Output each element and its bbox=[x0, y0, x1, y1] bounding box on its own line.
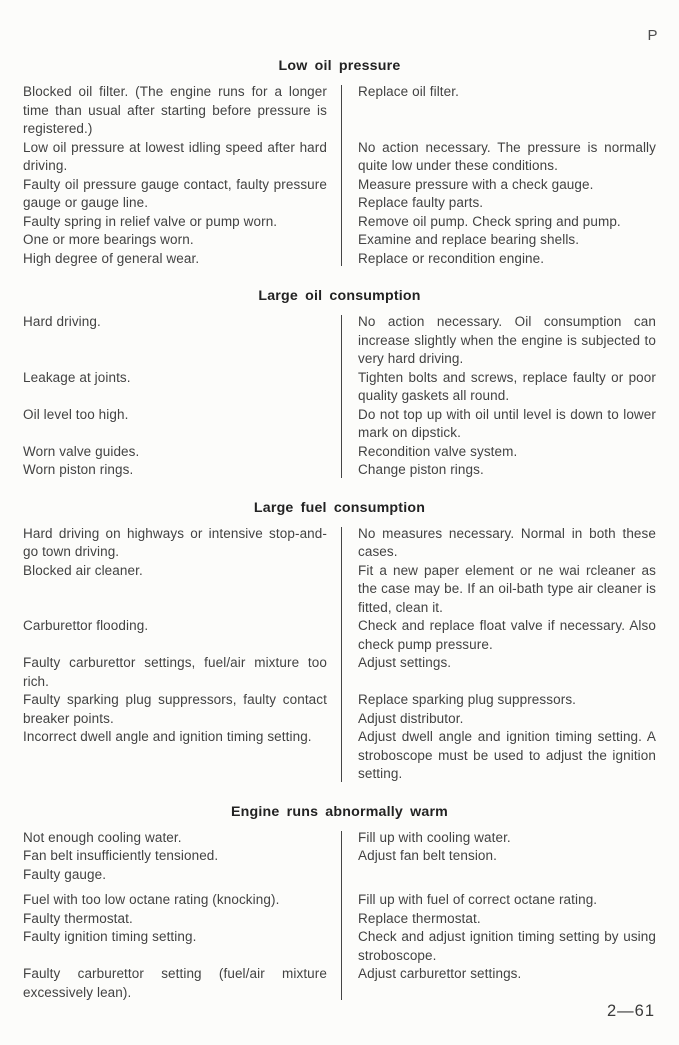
troubleshooting-section bbox=[23, 288, 656, 480]
symptom-text: Faulty sparking plug suppressors, faulty contact breaker points. bbox=[23, 692, 327, 726]
table-row bbox=[23, 443, 656, 462]
remedy-text: Replace faulty parts. bbox=[358, 195, 484, 210]
table-row bbox=[23, 83, 656, 139]
symptom-text: Faulty carburettor setting (fuel/air mixture excessively lean). bbox=[23, 966, 327, 1000]
remedy-text: Fit a new paper element or ne wai rcleaner as the case may be. If an oil-bath type air cleaner is fitted, clean it. bbox=[358, 562, 656, 615]
section-letter: P bbox=[647, 27, 658, 44]
remedy-cell bbox=[341, 369, 656, 406]
table-row bbox=[23, 213, 656, 232]
table-row bbox=[23, 910, 656, 929]
remedy-text: Recondition valve system. bbox=[358, 443, 518, 459]
remedy-text: Do not top up with oil until level is down to lower mark on dipstick. bbox=[358, 406, 656, 440]
symptom-text: Faulty spring in relief valve or pump worn. bbox=[23, 213, 278, 229]
remedy-cell bbox=[341, 617, 656, 654]
symptom-cell bbox=[23, 461, 341, 480]
table-row bbox=[23, 847, 656, 866]
remedy-cell bbox=[341, 406, 656, 443]
remedy-cell bbox=[341, 562, 656, 618]
table-row bbox=[23, 562, 656, 618]
remedy-text: No action necessary. Oil consumption can increase slightly when the engine is subjected to very hard driving. bbox=[358, 314, 656, 366]
symptom-remedy-table bbox=[23, 525, 656, 784]
table-row bbox=[23, 525, 656, 562]
remedy-cell bbox=[341, 728, 656, 784]
symptom-remedy-table bbox=[23, 313, 656, 480]
table-row bbox=[23, 176, 656, 213]
remedy-text: Tighten bolts and screws, replace faulty or poor quality gaskets all round. bbox=[358, 369, 656, 403]
remedy-text: Replace sparking plug suppressors. bbox=[358, 692, 577, 707]
symptom-cell bbox=[23, 406, 341, 425]
remedy-cell bbox=[341, 231, 656, 250]
symptom-cell bbox=[23, 928, 341, 947]
symptom-cell bbox=[23, 369, 341, 388]
remedy-cell bbox=[341, 829, 656, 848]
symptom-cell bbox=[23, 443, 341, 462]
remedy-text: Check and adjust ignition timing setting by using stroboscope. bbox=[358, 929, 656, 963]
table-row bbox=[23, 866, 656, 885]
symptom-text: Oil level too high. bbox=[23, 406, 129, 422]
remedy-text: Change piston rings. bbox=[358, 462, 484, 477]
symptom-cell bbox=[23, 525, 341, 562]
remedy-cell bbox=[341, 443, 656, 462]
symptom-text: Faulty carburettor settings, fuel/air mixture too rich. bbox=[23, 655, 327, 689]
symptom-text: One or more bearings worn. bbox=[23, 232, 194, 247]
remedy-text: Adjust fan belt tension. bbox=[358, 848, 497, 863]
remedy-cell bbox=[341, 525, 656, 562]
symptom-cell bbox=[23, 250, 341, 269]
remedy-text: Adjust settings. bbox=[358, 655, 452, 670]
table-row bbox=[23, 461, 656, 480]
table-row bbox=[23, 313, 656, 369]
troubleshooting-content bbox=[23, 58, 656, 1002]
symptom-text: Faulty oil pressure gauge contact, faulty pressure gauge or gauge line. bbox=[23, 176, 327, 210]
symptom-text: Worn valve guides. bbox=[23, 443, 140, 459]
symptom-cell bbox=[23, 691, 341, 728]
section-title: Large fuel consumption bbox=[253, 499, 426, 516]
symptom-cell bbox=[23, 654, 341, 691]
section-title: Low oil pressure bbox=[278, 58, 401, 74]
remedy-text: Adjust carburettor settings. bbox=[358, 966, 522, 981]
table-row bbox=[23, 231, 656, 250]
symptom-text: High degree of general wear. bbox=[23, 250, 200, 266]
table-row bbox=[23, 691, 656, 728]
table-row bbox=[23, 829, 656, 848]
symptom-text: Leakage at joints. bbox=[23, 369, 131, 385]
symptom-text: Not enough cooling water. bbox=[23, 829, 182, 845]
remedy-cell bbox=[341, 250, 656, 269]
remedy-text: Fill up with fuel of correct octane rating. bbox=[358, 892, 598, 907]
remedy-cell bbox=[341, 910, 656, 929]
remedy-text: Adjust dwell angle and ignition timing setting. A stroboscope must be used to adjust the ignition setting. bbox=[358, 729, 656, 781]
symptom-cell bbox=[23, 866, 341, 885]
symptom-text: Hard driving. bbox=[23, 314, 101, 329]
symptom-text: Fuel with too low octane rating (knocking). bbox=[23, 892, 280, 907]
section-title: Large oil consumption bbox=[258, 288, 421, 304]
remedy-text: Remove oil pump. Check spring and pump. bbox=[358, 213, 621, 229]
symptom-cell bbox=[23, 139, 341, 176]
remedy-text: Check and replace float valve if necessary. Also check pump pressure. bbox=[358, 618, 656, 652]
remedy-cell bbox=[341, 83, 656, 102]
remedy-cell bbox=[341, 139, 656, 176]
symptom-cell bbox=[23, 910, 341, 929]
remedy-text: Measure pressure with a check gauge. bbox=[358, 176, 594, 192]
symptom-cell bbox=[23, 965, 341, 1002]
symptom-text: Faulty ignition timing setting. bbox=[23, 929, 197, 944]
remedy-text: Fill up with cooling water. bbox=[358, 829, 511, 845]
table-row bbox=[23, 617, 656, 654]
symptom-cell bbox=[23, 728, 341, 747]
remedy-cell bbox=[341, 213, 656, 232]
symptom-cell bbox=[23, 891, 341, 910]
symptom-cell bbox=[23, 313, 341, 332]
remedy-cell bbox=[341, 654, 656, 673]
table-row bbox=[23, 654, 656, 691]
symptom-cell bbox=[23, 617, 341, 636]
symptom-cell bbox=[23, 176, 341, 213]
remedy-text: Examine and replace bearing shells. bbox=[358, 232, 580, 247]
remedy-text: No measures necessary. Normal in both these cases. bbox=[358, 525, 656, 559]
symptom-text: Low oil pressure at lowest idling speed after hard driving. bbox=[23, 139, 327, 173]
remedy-text: Replace thermostat. bbox=[358, 910, 481, 926]
remedy-cell bbox=[341, 928, 656, 965]
remedy-text: Replace oil filter. bbox=[358, 84, 459, 99]
symptom-cell bbox=[23, 231, 341, 250]
table-row bbox=[23, 891, 656, 910]
remedy-cell bbox=[341, 691, 656, 728]
table-row bbox=[23, 406, 656, 443]
symptom-cell bbox=[23, 847, 341, 866]
symptom-cell bbox=[23, 213, 341, 232]
remedy-text: Adjust distributor. bbox=[358, 710, 464, 726]
symptom-text: Hard driving on highways or intensive stop-and-go town driving. bbox=[23, 525, 327, 559]
remedy-cell bbox=[341, 176, 656, 213]
symptom-cell bbox=[23, 829, 341, 848]
symptom-cell bbox=[23, 562, 341, 581]
remedy-cell bbox=[341, 965, 656, 984]
symptom-remedy-table bbox=[23, 829, 656, 1003]
table-row bbox=[23, 250, 656, 269]
section-title: Engine runs abnormally warm bbox=[230, 803, 448, 820]
remedy-cell bbox=[341, 891, 656, 910]
troubleshooting-section bbox=[23, 500, 656, 784]
table-row bbox=[23, 728, 656, 784]
table-row bbox=[23, 139, 656, 176]
symptom-text: Blocked air cleaner. bbox=[23, 562, 143, 578]
symptom-text: Incorrect dwell angle and ignition timing setting. bbox=[23, 729, 312, 744]
table-row bbox=[23, 928, 656, 965]
symptom-remedy-table bbox=[23, 83, 656, 268]
symptom-cell bbox=[23, 83, 341, 139]
remedy-text: No action necessary. The pressure is normally quite low under these conditions. bbox=[358, 139, 656, 173]
symptom-text: Blocked oil filter. (The engine runs for a longer time than usual after starting before pressure is registered.) bbox=[23, 84, 327, 136]
symptom-text: Worn piston rings. bbox=[23, 462, 134, 477]
remedy-cell bbox=[341, 313, 656, 369]
table-row bbox=[23, 369, 656, 406]
remedy-cell bbox=[341, 461, 656, 480]
page-number: 2—61 bbox=[606, 1002, 655, 1020]
remedy-text: Replace or recondition engine. bbox=[358, 250, 545, 266]
symptom-text: Faulty thermostat. bbox=[23, 910, 133, 926]
symptom-text: Carburettor flooding. bbox=[23, 618, 149, 633]
remedy-cell bbox=[341, 847, 656, 866]
symptom-text: Faulty gauge. bbox=[23, 866, 107, 882]
troubleshooting-section bbox=[23, 58, 656, 268]
troubleshooting-section bbox=[23, 804, 656, 1003]
table-row bbox=[23, 965, 656, 1002]
symptom-text: Fan belt insufficiently tensioned. bbox=[23, 848, 219, 863]
